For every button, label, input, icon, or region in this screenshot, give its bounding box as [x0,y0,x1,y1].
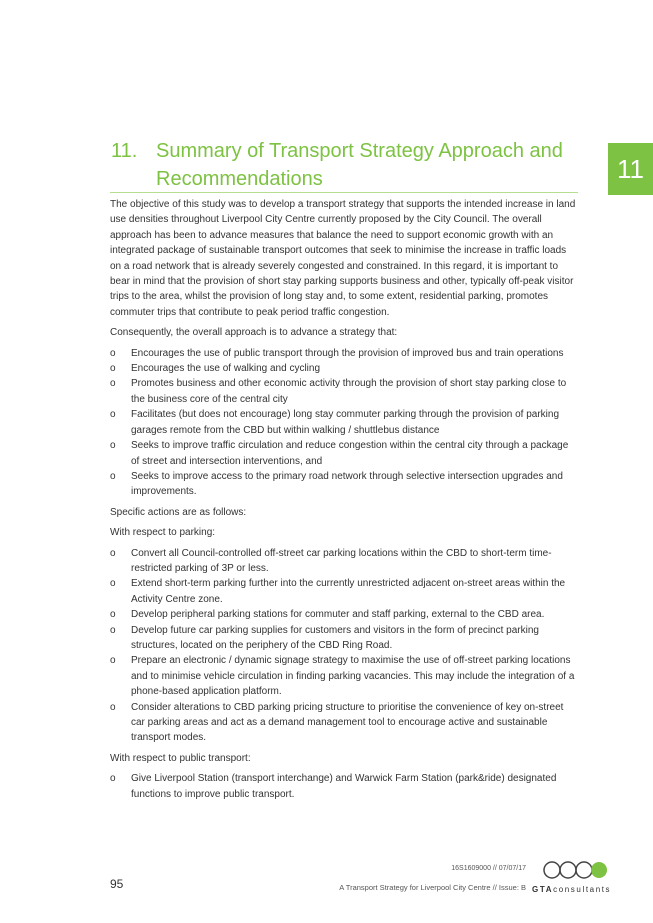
logo-wordmark: GTAconsultants [532,885,612,894]
section-heading [111,137,581,193]
list-item: o Seeks to improve traffic circulation and reduce congestion within the central city through a package of street and intersection interventions, and [110,440,569,467]
parking-subheading: With respect to parking: [110,527,216,539]
list-item: o Encourages the use of public transport through the provision of improved bus and train operations [110,346,578,361]
bullet-icon: o [110,378,116,390]
chapter-tab: 11 [608,143,653,195]
list-item: o Convert all Council-controlled off-street car parking locations within the CBD to short-term time-restricted parking of 3P or less. [110,547,552,574]
list-item: o Consider alterations to CBD parking pricing structure to prioritise the convenience of key on-street car parking areas and act as a demand management tool to encourage active and sustainable transport modes. [110,701,564,744]
page-number: 95 [110,877,124,891]
section-number: 11. [111,140,138,163]
bullet-icon: o [110,624,116,636]
specific-actions-text: Specific actions are as follows: [110,506,247,518]
list-item: o Prepare an electronic / dynamic signage strategy to maximise the use of off-street parking locations and to minimise vehicle circulation in finding parking vacancies. This may include the integration of a phone-based application platform. [110,655,575,698]
bullet-icon: o [110,701,116,713]
bullet-icon: o [110,609,116,621]
bullet-icon: o [110,578,116,590]
body-text [110,197,578,807]
list-item: o Give Liverpool Station (transport interchange) and Warwick Farm Station (park&ride) designated functions to improve public transport. [110,773,557,800]
bullet-icon: o [110,470,116,482]
document-code: 16S1609000 // 07/07/17 [451,865,526,872]
bullet-icon: o [110,440,116,452]
public-transport-subheading: With respect to public transport: [110,752,251,764]
list-item: o Facilitates (but does not encourage) long stay commuter parking through the provision of parking garages remote from the CBD but within walking / shuttlebus distance [110,409,560,436]
list-item: o Develop peripheral parking stations for commuter and staff parking, external to the CBD area. [110,607,578,622]
public-transport-list [110,771,578,802]
bullet-icon: o [110,655,116,667]
list-item: o Seeks to improve access to the primary road network through selective intersection upgrades and improvements. [110,470,563,498]
bullet-icon: o [110,409,116,421]
bullet-icon: o [110,363,116,375]
list-item: o Develop future car parking supplies for customers and visitors in the form of precinct parking structures, located on the periphery of the CBD Ring Road. [110,624,539,651]
bullet-icon: o [110,773,116,785]
strategy-intro: Consequently, the overall approach is to advance a strategy that: [110,327,398,339]
list-item: o Encourages the use of walking and cycling [110,361,578,376]
document-title: A Transport Strategy for Liverpool City Centre // Issue: B [339,883,526,892]
bullet-icon: o [110,547,116,559]
bullet-icon: o [110,347,116,359]
list-item: o Extend short-term parking further into the currently unrestricted adjacent on-street areas within the Activity Centre zone. [110,578,566,605]
intro-paragraph: The objective of this study was to develop a transport strategy that supports the intended increase in land use densities throughout Liverpool City Centre currently proposed by the City Council. The overall approach has been to advance measures that balance the need to support economic growth with an integrated package of sustainable transport outcomes that seek to minimise the increase in traffic loads on a road network that is already severely congested and constrained. In this regard, it is important to bear in mind that the provision of short stay parking supports business and other, typically off-peak visitor trips to the area, whilst the provision of long stay and, to some extent, residential parking, promotes commuter trips that contribute to peak period traffic congestion. [110,199,576,318]
parking-list [110,546,578,746]
heading-divider [110,192,578,193]
list-item: o Promotes business and other economic activity through the provision of short stay parking close to the business core of the central city [110,378,567,405]
strategy-list [110,346,578,500]
section-title: Summary of Transport Strategy Approach and Recommendations [156,140,563,191]
